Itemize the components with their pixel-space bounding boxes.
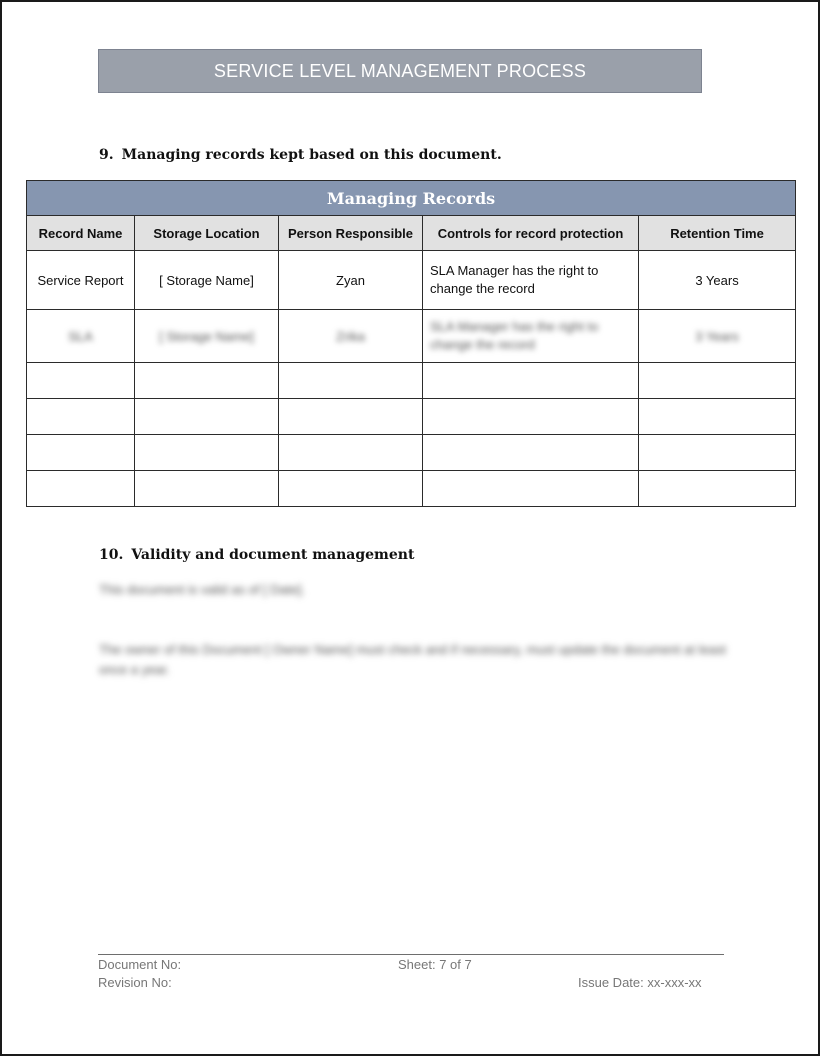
- table-cell: [135, 435, 279, 471]
- table-row: [27, 363, 796, 399]
- table-caption: Managing Records: [27, 181, 796, 216]
- table-row: [27, 435, 796, 471]
- owner-paragraph: The owner of this Document [ Owner Name] must check and if necessary, must update the document at least once a year.: [99, 642, 726, 677]
- column-header-controls: Controls for record protection: [423, 216, 639, 251]
- table-row: [27, 251, 796, 310]
- validity-paragraph: This document is valid as of [ Date].: [99, 582, 305, 597]
- blurred-text: SLA: [68, 328, 93, 344]
- table-cell: [639, 363, 796, 399]
- column-header-person-responsible: Person Responsible: [279, 216, 423, 251]
- section-9-number: 9.: [99, 147, 114, 163]
- table-cell: [423, 363, 639, 399]
- section-9-title: Managing records kept based on this document.: [121, 147, 502, 163]
- table-cell: [423, 435, 639, 471]
- footer-document-no: Document No:: [98, 957, 182, 972]
- table-cell: [135, 363, 279, 399]
- table-cell: 3 Years: [639, 251, 796, 310]
- table-cell: [279, 363, 423, 399]
- footer-issue-date: Issue Date: xx-xxx-xx: [578, 975, 702, 990]
- blurred-text: [ Storage Name]: [159, 328, 254, 344]
- blurred-text: SLA Manager has the right to change the record: [430, 319, 599, 352]
- section-10-number: 10.: [99, 547, 124, 563]
- table-cell: [27, 310, 135, 363]
- blurred-text: Zrika: [336, 328, 365, 344]
- table-header-row: [27, 216, 796, 251]
- footer-sheet-number: Sheet: 7 of 7: [398, 957, 472, 972]
- table-cell: [279, 399, 423, 435]
- table-caption-row: [27, 181, 796, 216]
- table-row: [27, 471, 796, 507]
- table-cell: [639, 435, 796, 471]
- column-header-record-name: Record Name: [27, 216, 135, 251]
- table-row: [27, 399, 796, 435]
- table-cell: [423, 471, 639, 507]
- table-cell: [135, 310, 279, 363]
- column-header-retention-time: Retention Time: [639, 216, 796, 251]
- section-10-title: Validity and document management: [131, 547, 415, 563]
- column-header-storage-location: Storage Location: [135, 216, 279, 251]
- table-cell: [27, 363, 135, 399]
- footer-divider: [98, 954, 724, 955]
- footer-revision-no: Revision No:: [98, 975, 172, 990]
- table-cell: [ Storage Name]: [135, 251, 279, 310]
- managing-records-table: [26, 180, 796, 507]
- table-cell: [279, 471, 423, 507]
- table-cell: Zyan: [279, 251, 423, 310]
- blurred-text: 3 Years: [695, 328, 739, 344]
- table-cell: Service Report: [27, 251, 135, 310]
- table-cell: [135, 471, 279, 507]
- table-cell: [135, 399, 279, 435]
- table-cell: [423, 310, 639, 363]
- table-cell: [639, 471, 796, 507]
- table-cell: [279, 435, 423, 471]
- table-cell: [27, 435, 135, 471]
- table-cell: [423, 399, 639, 435]
- document-title-banner: [98, 49, 702, 93]
- table-cell: [639, 399, 796, 435]
- table-row: [27, 310, 796, 363]
- document-title: SERVICE LEVEL MANAGEMENT PROCESS: [213, 60, 587, 81]
- table-cell: [279, 310, 423, 363]
- section-10-heading: [99, 547, 414, 563]
- section-9-heading: [99, 147, 502, 163]
- table-cell: [27, 399, 135, 435]
- table-cell: SLA Manager has the right to change the record: [423, 251, 639, 310]
- table-cell: [639, 310, 796, 363]
- table-cell: [27, 471, 135, 507]
